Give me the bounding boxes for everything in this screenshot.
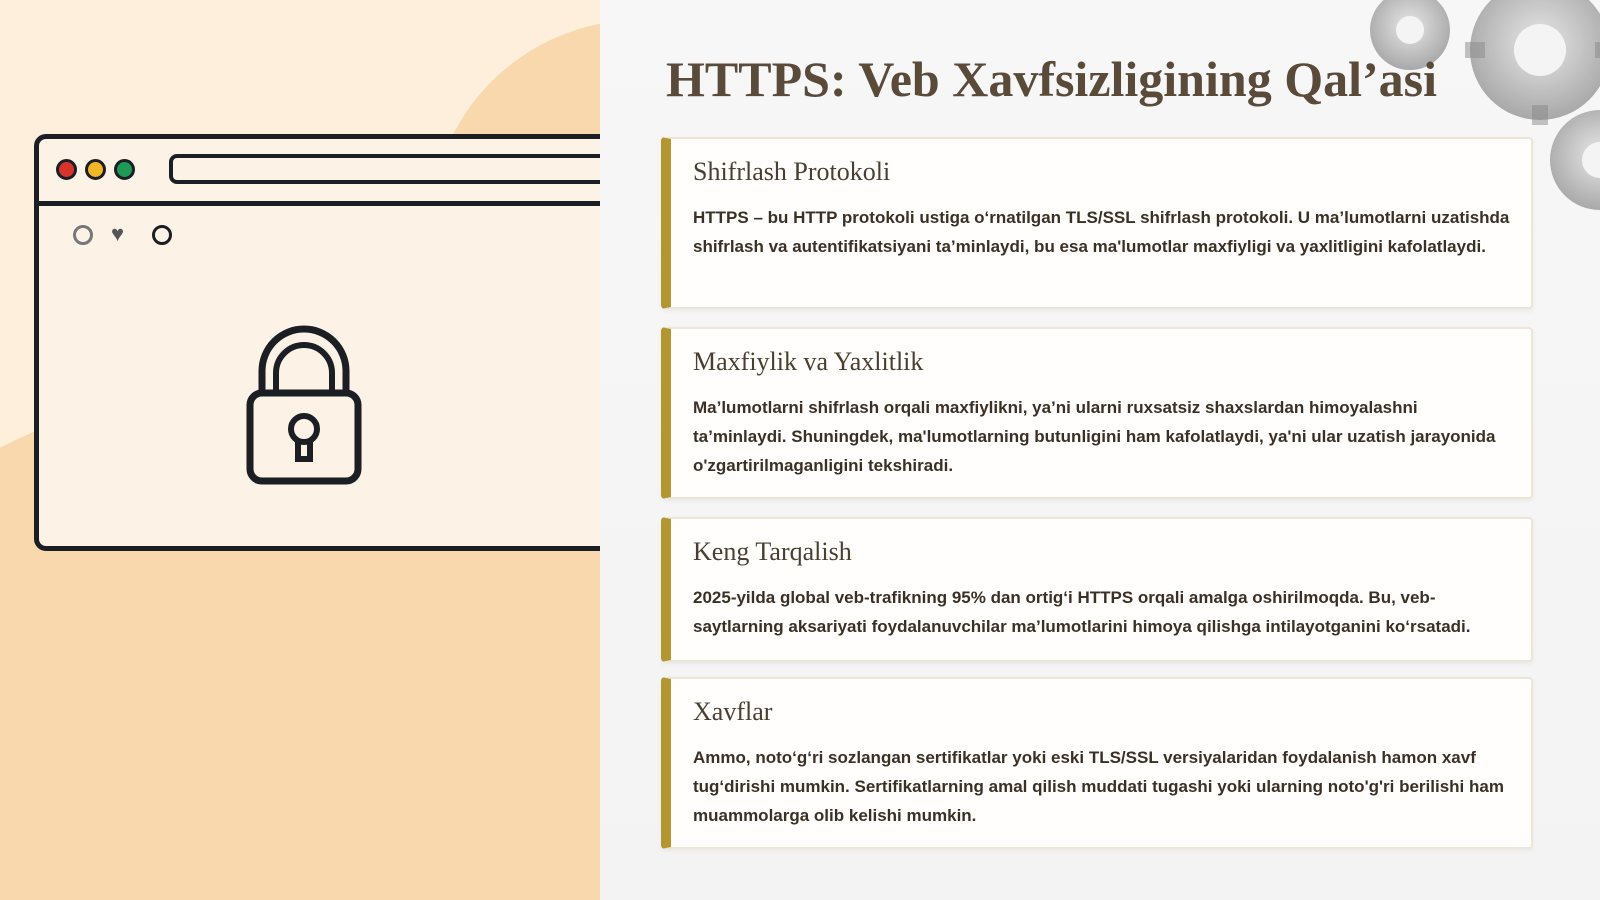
- info-card: [661, 137, 1533, 309]
- card-text: Ma’lumotlarni shifrlash orqali maxfiylikni, ya’ni ularni ruxsatsiz shaxslardan himoyalashni ta’minlaydi. Shuningdek, ma'lumotlarning butunligini ham kafolatlaydi, ya'ni ular uzatish jarayonida o'zgartirilmaganligini tekshiradi.: [693, 398, 1496, 475]
- circle-icon: [73, 225, 93, 245]
- card-heading: Maxfiylik va Yaxlitlik: [693, 347, 924, 376]
- red-dot-icon: [56, 159, 77, 180]
- card-text: 2025-yilda global veb-trafikning 95% dan ortig‘i HTTPS orqali amalga oshirilmoqda. Bu, veb-saytlarning aksariyati foydalanuvchilar ma’lumotlarini himoya qilishga intilayotganini ko‘rsatadi.: [693, 588, 1471, 636]
- card-heading: Shifrlash Protokoli: [693, 157, 891, 186]
- card-heading: Keng Tarqalish: [693, 537, 852, 566]
- browser-window-illustration: [34, 134, 600, 551]
- info-card: [661, 517, 1533, 662]
- yellow-dot-icon: [85, 159, 106, 180]
- card-heading: Xavflar: [693, 697, 773, 726]
- lock-icon: [244, 319, 364, 489]
- green-dot-icon: [114, 159, 135, 180]
- browser-title-bar: [39, 139, 600, 206]
- slide-title: HTTPS: Veb Xavfsizligining Qal’asi: [666, 51, 1437, 107]
- address-bar: [169, 154, 600, 184]
- card-text: Ammo, noto‘g‘ri sozlangan sertifikatlar yoki eski TLS/SSL versiyalaridan foydalanish hamon xavf tug‘dirishi mumkin. Sertifikatlarning amal qilish muddati tugashi yoki ularning noto'g'ri berilishi ham muammolarga olib kelishi mumkin.: [693, 748, 1504, 825]
- card-text: HTTPS – bu HTTP protokoli ustiga o‘rnatilgan TLS/SSL shifrlash protokoli. U ma’lumotlarni uzatishda shifrlash va autentifikatsiyani ta’minlaydi, bu esa ma'lumotlar maxfiyligi va yaxlitligini kafolatlaydi.: [693, 208, 1510, 256]
- info-card: [661, 327, 1533, 499]
- heart-icon: ♥: [111, 221, 125, 246]
- info-card: [661, 677, 1533, 849]
- circle-outline-icon: [152, 225, 172, 245]
- content-panel: [600, 0, 1600, 900]
- illustration-panel: [0, 0, 600, 900]
